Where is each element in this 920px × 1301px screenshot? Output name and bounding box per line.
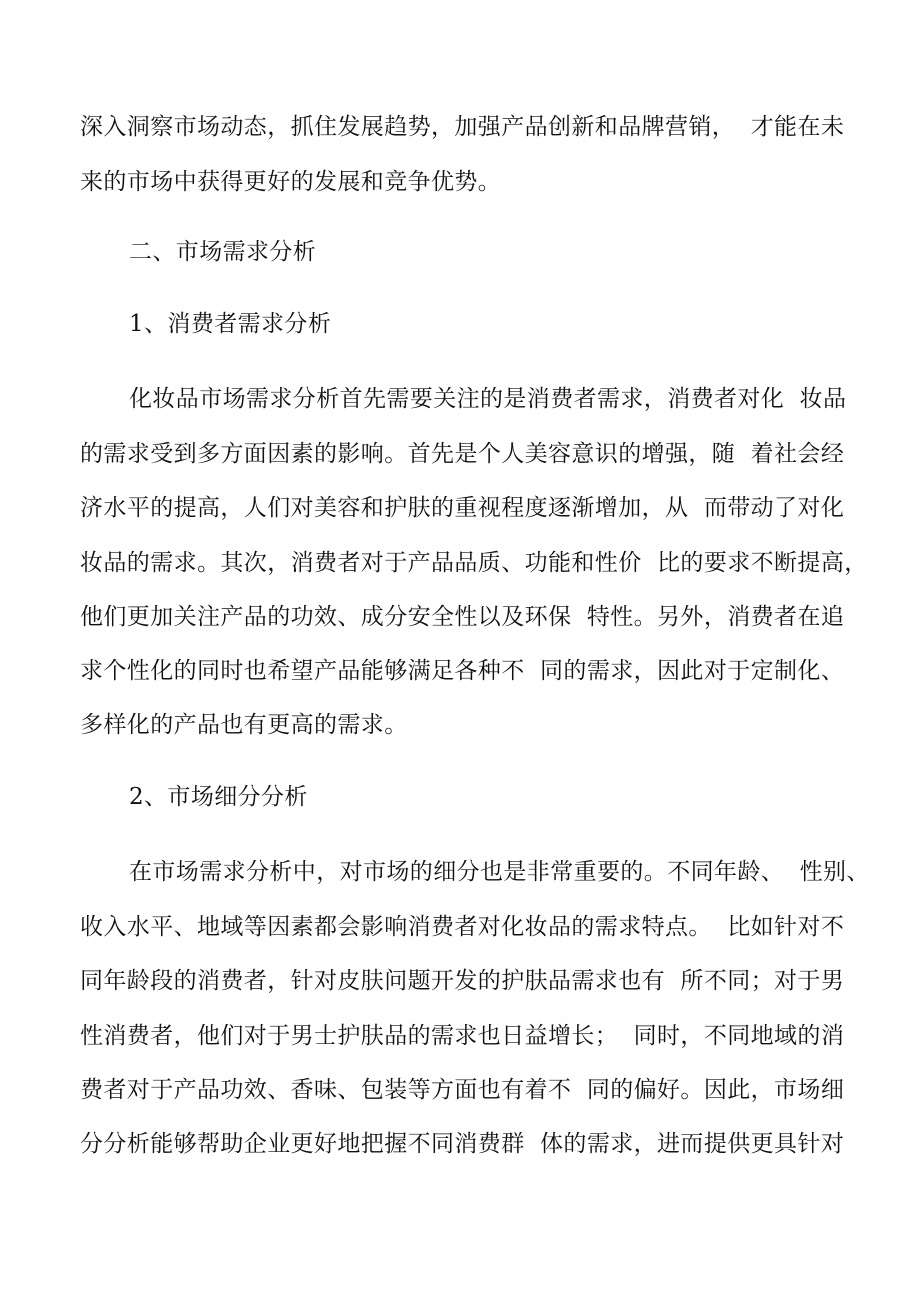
subsection-2-line-5: 费者对于产品功效、香味、包装等方面也有着不 同的偏好。因此，市场细 bbox=[80, 1077, 845, 1103]
section-heading: 二、市场需求分析 bbox=[129, 239, 317, 265]
subsection-1-line-7: 多样化的产品也有更高的需求。 bbox=[80, 712, 408, 738]
intro-line-2: 来的市场中获得更好的发展和竞争优势。 bbox=[80, 169, 502, 195]
subsection-2-line-1: 在市场需求分析中，对市场的细分也是非常重要的。不同年龄、 性别、 bbox=[129, 859, 870, 885]
subsection-1-line-4: 妆品的需求。其次，消费者对于产品品质、功能和性价 比的要求不断提高， bbox=[80, 550, 868, 576]
intro-line-1: 深入洞察市场动态，抓住发展趋势，加强产品创新和品牌营销， 才能在未 bbox=[80, 114, 845, 140]
subsection-1-line-3: 济水平的提高，人们对美容和护肤的重视程度逐渐增加，从 而带动了对化 bbox=[80, 495, 845, 521]
subsection-2-line-6: 分分析能够帮助企业更好地把握不同消费群 体的需求，进而提供更具针对 bbox=[80, 1131, 845, 1157]
subsection-1-line-1: 化妆品市场需求分析首先需要关注的是消费者需求，消费者对化 妆品 bbox=[129, 386, 847, 412]
subsection-2-line-4: 性消费者，他们对于男士护肤品的需求也日益增长； 同时，不同地域的消 bbox=[80, 1023, 845, 1049]
subsection-1-line-2: 的需求受到多方面因素的影响。首先是个人美容意识的增强，随 着社会经 bbox=[80, 441, 845, 467]
subsection-1-heading: 1、消费者需求分析 bbox=[129, 311, 332, 337]
subsection-2-heading: 2、市场细分分析 bbox=[129, 784, 308, 810]
subsection-1-line-6: 求个性化的同时也希望产品能够满足各种不 同的需求，因此对于定制化、 bbox=[80, 658, 845, 684]
subsection-1-line-5: 他们更加关注产品的功效、成分安全性以及环保 特性。另外，消费者在追 bbox=[80, 604, 845, 630]
subsection-2-line-2: 收入水平、地域等因素都会影响消费者对化妆品的需求特点。 比如针对不 bbox=[80, 914, 845, 940]
subsection-2-line-3: 同年龄段的消费者，针对皮肤问题开发的护肤品需求也有 所不同；对于男 bbox=[80, 968, 845, 994]
